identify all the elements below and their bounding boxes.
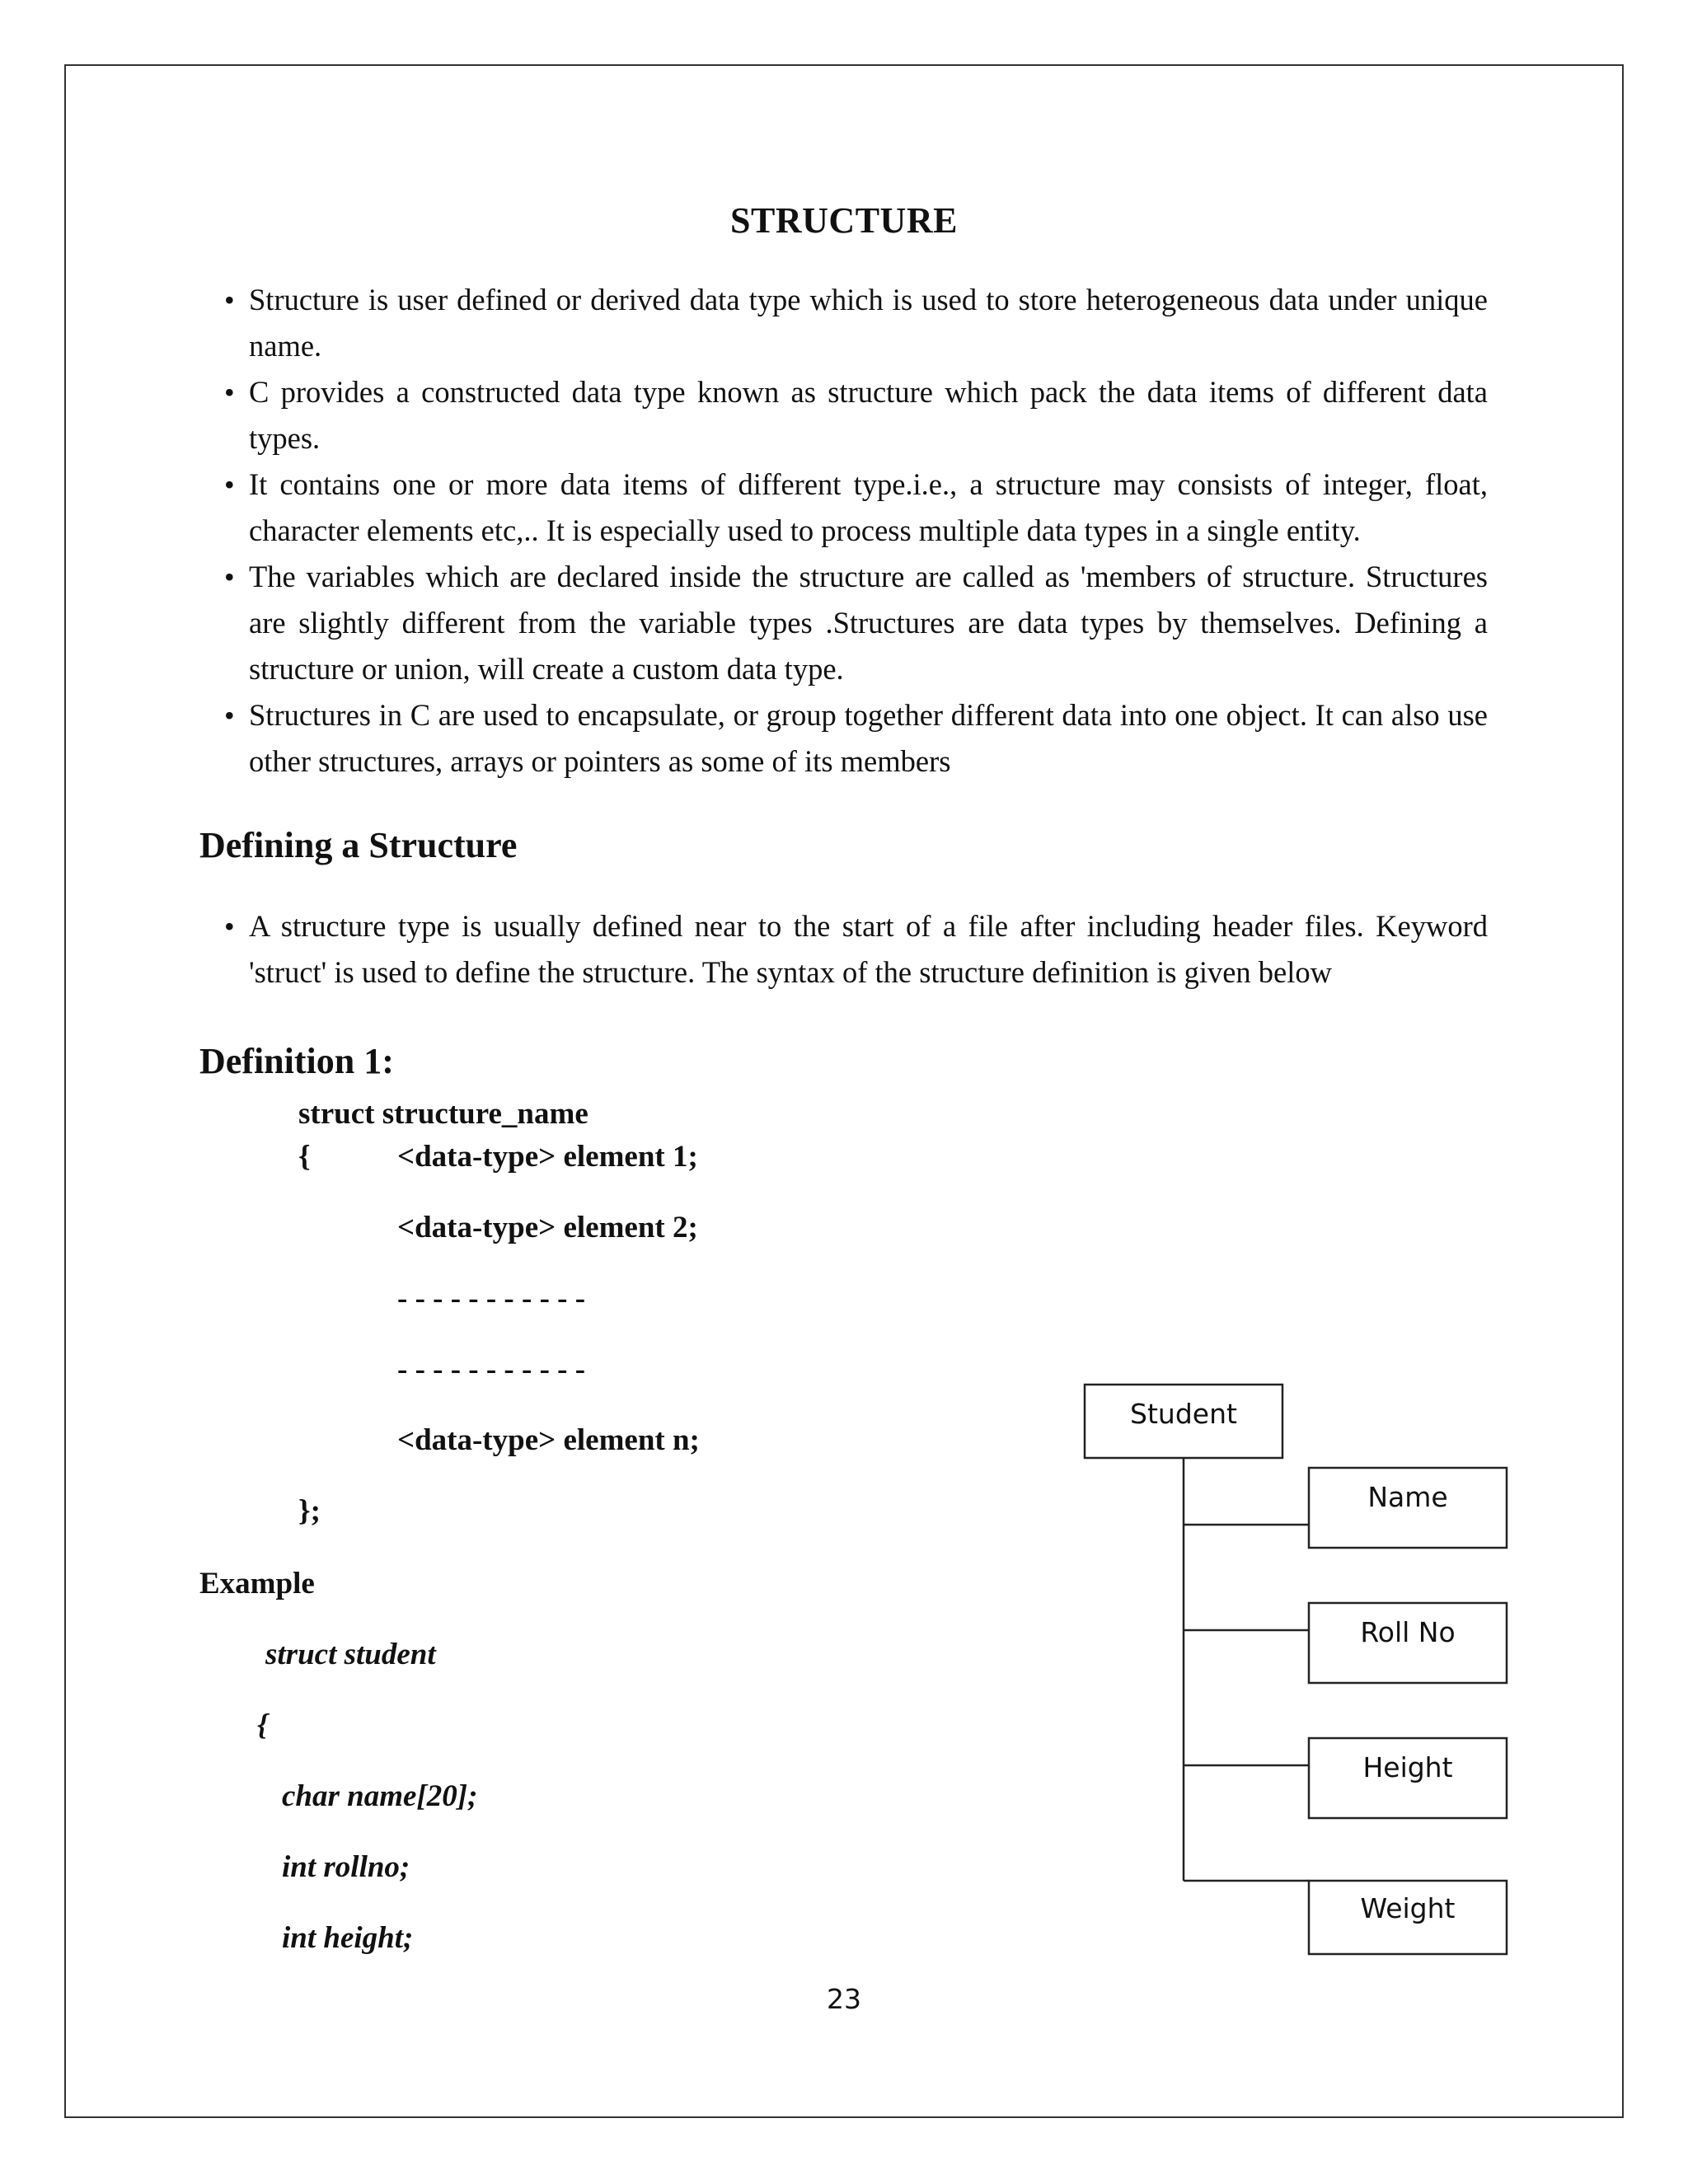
- child-node-label: Roll No: [1360, 1616, 1456, 1648]
- syntax-struct-line: struct structure_name: [298, 1097, 588, 1131]
- syntax-open-brace: {: [298, 1140, 311, 1174]
- root-node: [1085, 1385, 1282, 1458]
- example-open-brace: {: [257, 1708, 268, 1742]
- page-title: STRUCTURE: [730, 200, 958, 241]
- child-node-label: Name: [1367, 1481, 1448, 1513]
- syntax-ellipsis: - - - - - - - - - - -: [397, 1282, 586, 1315]
- child-node: [1309, 1738, 1507, 1818]
- child-node: [1309, 1603, 1507, 1683]
- page-number: 23: [827, 1983, 861, 2015]
- bullet-item: • It contains one or more data items of different type.i.e., a structure may consists of integer, float, character elements etc,.. It is especially used to process multiple data types in a single entity.: [249, 462, 1488, 554]
- bullet-item: • C provides a constructed data type known as structure which pack the data items of different data types.: [249, 369, 1488, 462]
- root-node-label: Student: [1130, 1398, 1237, 1430]
- bullet-item: • Structure is user defined or derived data type which is used to store heterogeneous data under unique name.: [249, 277, 1488, 369]
- syntax-element: <data-type> element 2;: [397, 1211, 698, 1244]
- child-node: [1309, 1468, 1507, 1548]
- child-node-label: Height: [1362, 1751, 1453, 1783]
- syntax-element: <data-type> element 1;: [397, 1140, 698, 1174]
- child-node: [1309, 1881, 1507, 1954]
- bullet-item: • The variables which are declared inside the structure are called as 'members of structure. Structures are slightly different from the variable types .Structures are data types by themselves. Defining a structure or union, will create a custom data type.: [249, 554, 1488, 692]
- example-struct-line: struct student: [265, 1638, 436, 1671]
- syntax-ellipsis: - - - - - - - - - - -: [397, 1352, 586, 1386]
- example-member: int rollno;: [282, 1850, 410, 1884]
- defining-structure-heading: Defining a Structure: [199, 825, 518, 865]
- connector-lines: [1184, 1458, 1309, 1881]
- example-member: char name[20];: [282, 1779, 478, 1813]
- example-label: Example: [199, 1567, 315, 1601]
- bullet-item: • A structure type is usually defined near to the start of a file after including header files. Keyword 'struct' is used to define the structure. The syntax of the structure definition is given below: [249, 903, 1488, 996]
- definition-heading: Definition 1:: [199, 1041, 394, 1081]
- syntax-close-brace: };: [298, 1494, 321, 1528]
- child-node-label: Weight: [1360, 1892, 1456, 1924]
- bullet-item: • Structures in C are used to encapsulate, or group together different data into one object. It can also use other structures, arrays or pointers as some of its members: [249, 692, 1488, 785]
- syntax-element: <data-type> element n;: [397, 1423, 700, 1457]
- example-member: int height;: [282, 1921, 414, 1955]
